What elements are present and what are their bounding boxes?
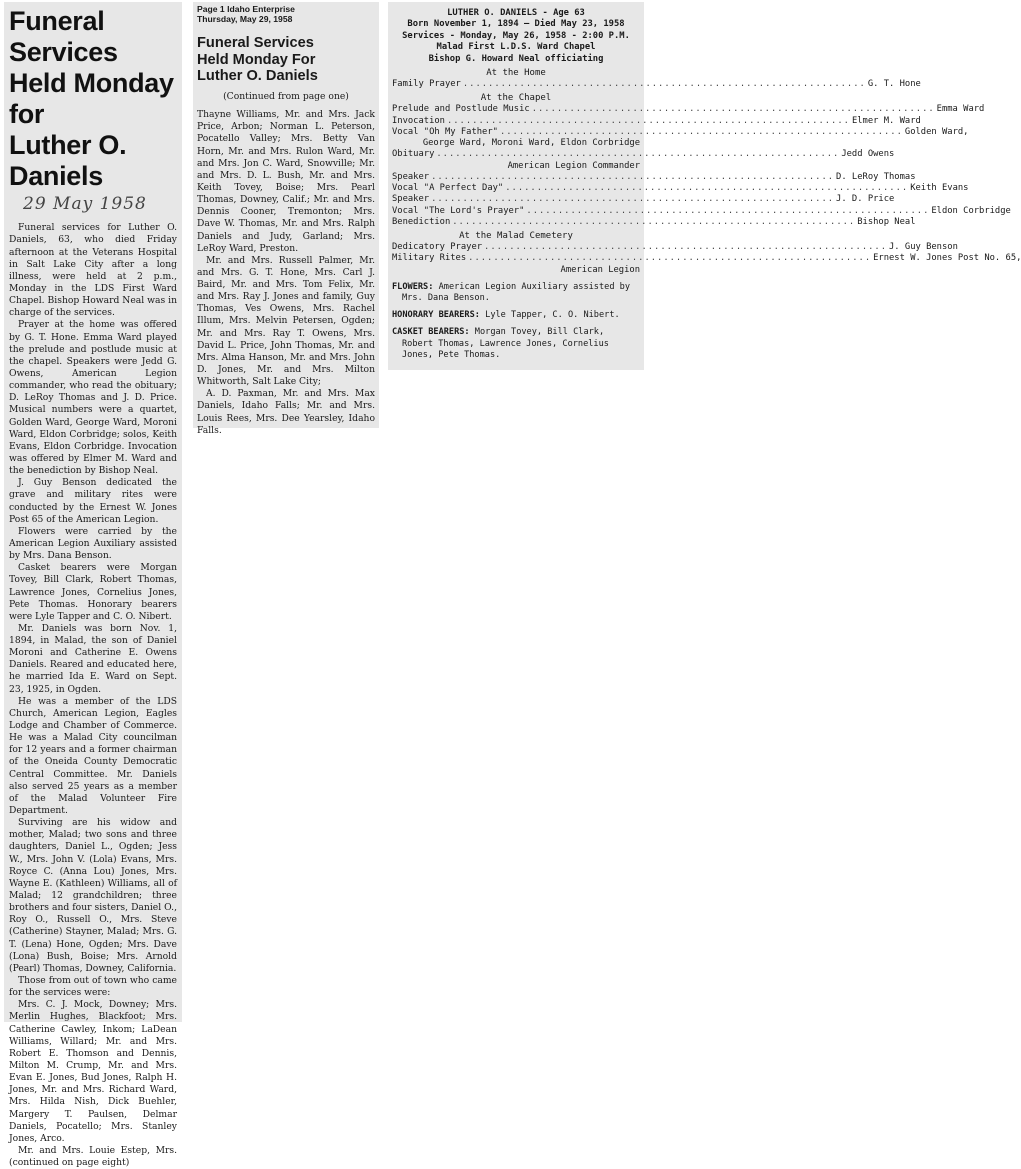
honorary-bearers-note	[392, 310, 640, 321]
program-chapel: Malad First L.D.S. Ward Chapel	[436, 42, 596, 53]
headline-line-1: Funeral Services	[9, 6, 118, 68]
program-row	[392, 149, 895, 160]
paragraph: Flowers were carried by the American Legion Auxiliary assisted by Mrs. Dana Benson.	[9, 525, 177, 562]
continued-from-note: (Continued from page one)	[223, 91, 349, 103]
row-label: Invocation	[392, 115, 445, 126]
headline-line-3: Luther O. Daniels	[9, 130, 127, 192]
paragraph: Mrs. C. J. Mock, Downey; Mrs. Merlin Hughes, Blackfoot; Mrs. Catherine Cawley, Inkom; LaDean Williams, Willard; Mr. and Mrs. Robert E. Thomson and Dennis, Milton M. Crump, Mr. and Mrs. Evan E. Jones, Bud Jones, Ralph H. Jones, Mr. and Mrs. Richard Ward, Mrs. Hilda Nish, Dick Buehler, Margery T. Paulsen, Delmar Daniels, Pocatello; Mrs. Stanley Jones, Arco.	[9, 999, 177, 1144]
casket-text: Morgan Tovey, Bill Clark, Robert Thomas, Lawrence Jones, Cornelius Jones, Pete Thomas.	[402, 327, 609, 360]
dot-leader	[463, 79, 866, 90]
paragraph: Funeral services for Luther O. Daniels, 63, who died Friday afternoon at the Veterans Hospital in Salt Lake City after a long illness, were held at 2 p.m., Monday in the LDS First Ward Chapel. Bishop Howard Neal was in charge of the services.	[9, 222, 177, 319]
paragraph: Thayne Williams, Mr. and Mrs. Jack Price, Arbon; Norman L. Peterson, Pocatello Valley; Mrs. Betty Van Horn, Mr. and Mrs. Rulon Ward, Mr. and Mrs. Jon C. Ward, Snowville; Mr. and Mrs. D. L. Bush, Mr. and Mrs. Keith Tovey, Boise; Mrs. Pearl Thomas, Downey, Calif.; Mr. and Mrs. Dennis Cooner, Tremonton; Mrs. Dave W. Thomas, Mr. and Mrs. Ralph Daniels and Judy, Garland; Mrs. LeRoy Ward, Preston.	[197, 109, 375, 254]
row-value: Keith Evans	[910, 183, 969, 194]
program-row	[392, 242, 958, 253]
dot-leader	[452, 217, 855, 228]
program-row	[392, 126, 969, 138]
flowers-label: FLOWERS:	[392, 281, 434, 292]
row-label: Vocal "Oh My Father"	[392, 126, 498, 137]
dateline-date: Thursday, May 29, 1958	[197, 13, 293, 24]
row-label: Obituary	[392, 149, 435, 160]
dot-leader	[436, 149, 839, 160]
dot-leader	[484, 242, 887, 253]
dateline	[197, 5, 375, 25]
row-value: G. T. Hone	[867, 79, 921, 90]
paragraph: Casket bearers were Morgan Tovey, Bill Clark, Robert Thomas, Lawrence Jones, Cornelius Jones, Pete Thomas. Honorary bearers were Lyle Tapper and C. O. Nibert.	[9, 562, 177, 622]
row-value: Ernest W. Jones Post No. 65,	[873, 253, 1021, 264]
row-label: Vocal "A Perfect Day"	[392, 183, 504, 194]
headline-line-3: Luther O. Daniels	[197, 68, 318, 85]
program-row	[392, 104, 985, 115]
dot-leader	[431, 172, 834, 183]
section-at-cemetery: At the Malad Cemetery	[459, 231, 573, 242]
handwritten-date: 29 May 1958	[23, 194, 147, 215]
flowers-text: American Legion Auxiliary assisted by Mrs. Dana Benson.	[402, 281, 631, 304]
article-body	[197, 109, 375, 437]
flowers-note	[392, 282, 640, 304]
program-row	[392, 183, 969, 194]
program-row	[392, 253, 1021, 264]
dot-leader	[468, 253, 871, 264]
program-born-died: Born November 1, 1894 — Died May 23, 1958	[407, 19, 625, 30]
row-value: Eldon Corbridge	[931, 205, 1011, 216]
row-label: Speaker	[392, 194, 430, 205]
legion-continuation: American Legion Commander	[507, 160, 640, 171]
row-value: J. Guy Benson	[889, 242, 958, 253]
honorary-label: HONORARY BEARERS:	[392, 310, 480, 321]
section-at-home: At the Home	[486, 68, 546, 79]
row-value: Golden Ward,	[904, 126, 969, 137]
legion-continuation-2: American Legion	[560, 264, 640, 275]
section-at-chapel: At the Chapel	[480, 93, 552, 104]
clipping-front-page-article	[4, 2, 182, 1169]
paragraph: Mr. Daniels was born Nov. 1, 1894, in Malad, the son of Daniel Moroni and Catherine E. Owens Daniels. Reared and educated here, he married Ida E. Ward on Sept. 23, 1925, in Ogden.	[9, 622, 177, 695]
paragraph: Those from out of town who came for the services were:	[9, 975, 177, 999]
clipping-continuation-article	[193, 2, 379, 436]
dot-leader	[500, 127, 903, 138]
paragraph: Surviving are his widow and mother, Malad; two sons and three daughters, Daniel L., Ogden; Jess W., Mrs. John V. (Lola) Evans, Mrs. Royce C. (Anna Lou) Jones, Mrs. Wayne E. (Kathleen) Williams, all of Malad; 12 grandchildren; three brothers and four sisters, Daniel O., Roy O., Russell O., Mrs. Steve (Catherine) Stayner, Malad; Mrs. G. T. (Lena) Hone, Ogden; Mrs. Dave (Lona) Bush, Boise; Mrs. Arnold (Pearl) Thomas, Downey, California.	[9, 817, 177, 974]
row-label: Speaker	[392, 171, 430, 182]
program-row	[392, 171, 916, 183]
program-row	[392, 79, 921, 90]
paragraph: Mr. and Mrs. Russell Palmer, Mr. and Mrs. G. T. Hone, Mrs. Carl J. Baird, Mr. and Mrs. Tom Felix, Mr. and Mrs. Ray J. Jones and family, Guy Thomas, Ves Owens, Mrs. Rachel Illum, Mrs. Melvin Petersen, Ogden; Mr. and Mrs. Ray T. Owens, Mrs. David L. Price, John Thomas, Mr. and Mrs. Alma Hanson, Mr. and Mrs. John D. Jones, Mr. and Mrs. Milton Whitworth, Salt Lake City;	[197, 254, 375, 388]
dot-leader	[532, 104, 935, 115]
article-headline	[197, 35, 375, 85]
program-title: LUTHER O. DANIELS - Age 63	[447, 8, 585, 18]
paragraph: Prayer at the home was offered by G. T. Hone. Emma Ward played the prelude and postlude music at the chapel. Speakers were Jedd G. Owens, American Legion commander, who read the obituary; D. LeRoy Thomas and J. D. Price. Musical numbers were a quartet, Golden Ward, George Ward, Moroni Ward, Eldon Corbridge; solos, Keith Evans, Eldon Corbridge. Invocation was offered by Elmer M. Ward and the benediction by Bishop Neal.	[9, 319, 177, 477]
paragraph: A. D. Paxman, Mr. and Mrs. Max Daniels, Idaho Falls; Mr. and Mrs. Louis Rees, Mrs. Dee Yearsley, Idaho Falls.	[197, 388, 375, 436]
row-value: Jedd Owens	[841, 149, 895, 160]
row-value: Bishop Neal	[857, 216, 916, 227]
row-value: Elmer M. Ward	[851, 115, 921, 126]
row-label: Military Rites	[392, 253, 467, 264]
headline-line-1: Funeral Services	[197, 34, 314, 51]
casket-label: CASKET BEARERS:	[392, 327, 470, 338]
casket-bearers-note	[392, 327, 640, 361]
row-value: D. LeRoy Thomas	[836, 171, 916, 182]
row-label: Prelude and Postlude Music	[392, 104, 530, 115]
paragraph: Mr. and Mrs. Louie Estep, Mrs. (continued on page eight)	[9, 1144, 177, 1169]
honorary-text: Lyle Tapper, C. O. Nibert.	[485, 310, 620, 321]
program-services: Services - Monday, May 26, 1958 - 2:00 P.M.	[402, 30, 630, 41]
row-label: Vocal "The Lord's Prayer"	[392, 205, 525, 216]
dot-leader	[431, 194, 834, 205]
clipping-funeral-program	[388, 2, 1021, 370]
row-label: Benediction	[392, 216, 451, 227]
paragraph: J. Guy Benson dedicated the grave and military rites were conducted by the Ernest W. Jones Post 65 of the American Legion.	[9, 477, 177, 525]
quartet-continuation: George Ward, Moroni Ward, Eldon Corbridge	[422, 138, 640, 149]
headline-line-2: Held Monday For	[197, 51, 316, 68]
dateline-publication: Page 1 Idaho Enterprise	[197, 4, 295, 14]
program-row	[392, 115, 921, 127]
row-value: Emma Ward	[936, 104, 985, 115]
dot-leader	[526, 206, 929, 217]
program-officiating: Bishop G. Howard Neal officiating	[428, 53, 604, 64]
program-row	[392, 216, 916, 228]
headline-line-2: Held Monday for	[9, 68, 174, 130]
row-label: Family Prayer	[392, 79, 461, 90]
dot-leader	[505, 183, 908, 194]
program-row	[392, 205, 1011, 217]
row-value: J. D. Price	[836, 194, 895, 205]
article-body	[9, 222, 177, 1169]
row-label: Dedicatory Prayer	[392, 242, 483, 253]
dot-leader	[447, 116, 850, 127]
paragraph: He was a member of the LDS Church, American Legion, Eagles Lodge and Chamber of Commerce. He was a Malad City councilman for 12 years and a former chairman of the Oneida County Democratic Central Committee. Mr. Daniels also served 25 years as a member of the Malad Volunteer Fire Department.	[9, 695, 177, 817]
program-row	[392, 194, 895, 205]
article-headline	[9, 6, 177, 192]
